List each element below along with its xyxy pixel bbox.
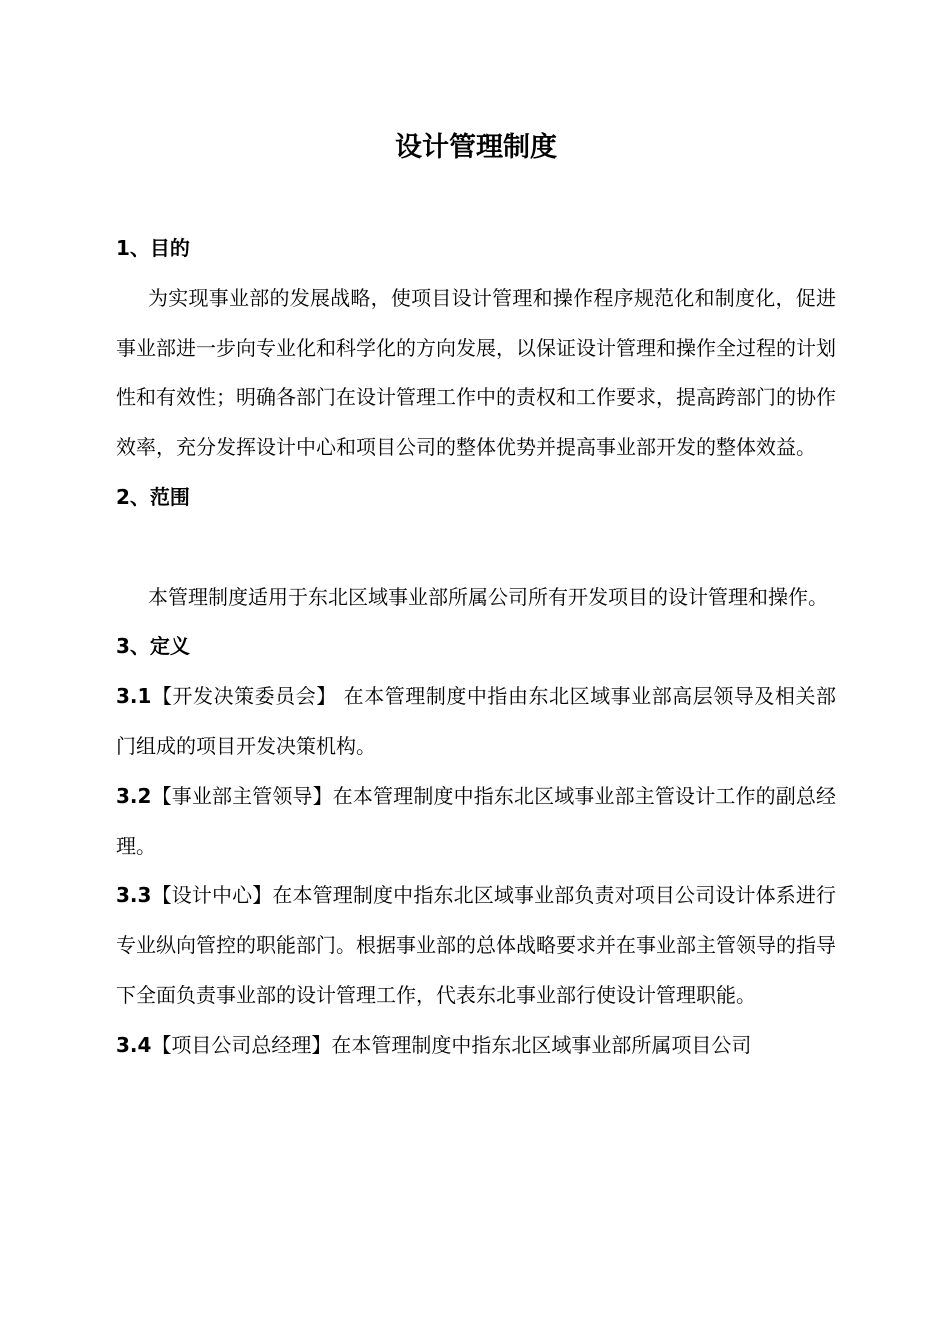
definition-number: 3.2: [116, 783, 152, 808]
section-text-scope: 本管理制度适用于东北区域事业部所属公司所有开发项目的设计管理和操作。: [148, 584, 828, 609]
section-heading-scope: 2、范围: [116, 484, 190, 509]
definition-item: [116, 1021, 836, 1071]
definition-text: 【事业部主管领导】在本管理制度中指东北区域事业部主管设计工作的副总经理。: [116, 783, 836, 858]
section-heading-purpose: 1、目的: [116, 236, 190, 260]
definition-number: 3.1: [116, 684, 152, 709]
definition-text: 【项目公司总经理】在本管理制度中指东北区域事业部所属项目公司: [151, 1032, 752, 1057]
document-title: 设计管理制度: [395, 132, 557, 163]
blank-line: [116, 523, 836, 573]
definition-number: 3.3: [116, 883, 152, 908]
definition-item: [116, 772, 836, 872]
definition-item: [116, 672, 836, 772]
definition-text: 【设计中心】在本管理制度中指东北区域事业部负责对项目公司设计体系进行专业纵向管控的职能部门。根据事业部的总体战略要求并在事业部主管领导的指导下全面负责事业部的设计管理工作，代表东北事业部行使设计管理职能。: [116, 883, 836, 1007]
section-text-purpose: 为实现事业部的发展战略，使项目设计管理和操作程序规范化和制度化，促进事业部进一步向专业化和科学化的方向发展，以保证设计管理和操作全过程的计划性和有效性；明确各部门在设计管理工作中的责权和工作要求，提高跨部门的协作效率，充分发挥设计中心和项目公司的整体优势并提高事业部开发的整体效益。: [116, 285, 836, 460]
document-body: [116, 224, 836, 1071]
definition-number: 3.4: [116, 1032, 152, 1057]
definition-text: 【开发决策委员会】 在本管理制度中指由东北区域事业部高层领导及相关部门组成的项目开发决策机构。: [116, 684, 836, 758]
definition-item: [116, 871, 836, 1020]
section-heading-definitions: 3、定义: [116, 634, 190, 659]
